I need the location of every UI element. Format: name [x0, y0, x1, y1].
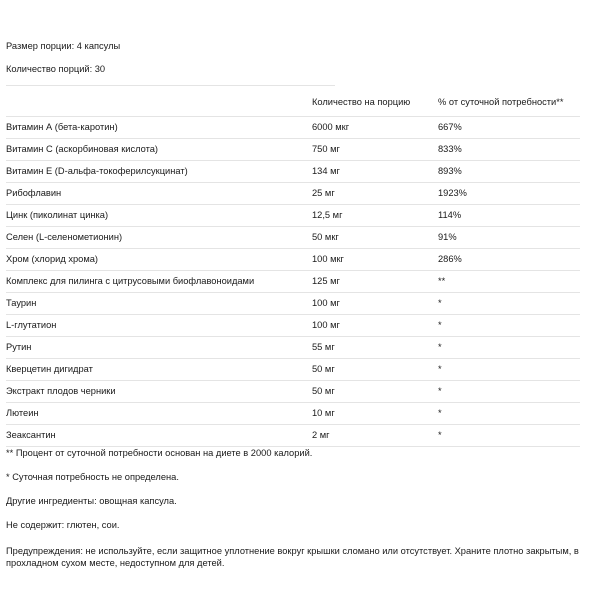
ingredient-daily-value: *	[438, 337, 580, 359]
column-header-ingredient	[6, 90, 312, 117]
column-header-amount: Количество на порцию	[312, 90, 438, 117]
free-of: Не содержит: глютен, сои.	[6, 520, 120, 531]
table-row	[6, 227, 580, 249]
ingredient-amount: 100 мг	[312, 315, 438, 337]
ingredient-name: Витамин Е (D-альфа-токоферилсукцинат)	[6, 161, 312, 183]
table-row	[6, 293, 580, 315]
footnote-dv-basis: ** Процент от суточной потребности основан на диете в 2000 калорий.	[6, 448, 313, 458]
ingredient-amount: 134 мг	[312, 161, 438, 183]
ingredient-daily-value: 893%	[438, 161, 580, 183]
column-header-daily-value: % от суточной потребности**	[438, 90, 580, 117]
ingredient-name: Рутин	[6, 337, 312, 359]
ingredient-daily-value: 667%	[438, 117, 580, 139]
ingredient-amount: 50 мг	[312, 381, 438, 403]
ingredient-amount: 125 мг	[312, 271, 438, 293]
ingredient-name: Хром (хлорид хрома)	[6, 249, 312, 271]
ingredient-name: Цинк (пиколинат цинка)	[6, 205, 312, 227]
ingredient-amount: 12,5 мг	[312, 205, 438, 227]
ingredient-amount: 55 мг	[312, 337, 438, 359]
nutrition-table	[6, 90, 580, 447]
ingredient-amount: 6000 мкг	[312, 117, 438, 139]
other-ingredients: Другие ингредиенты: овощная капсула.	[6, 496, 177, 507]
ingredient-name: Витамин С (аскорбиновая кислота)	[6, 139, 312, 161]
servings-count: Количество порций: 30	[6, 64, 106, 74]
ingredient-daily-value: 114%	[438, 205, 580, 227]
serving-size: Размер порции: 4 капсулы	[6, 41, 121, 51]
ingredient-daily-value: *	[438, 381, 580, 403]
ingredient-amount: 100 мкг	[312, 249, 438, 271]
ingredient-daily-value: 1923%	[438, 183, 580, 205]
divider	[6, 85, 335, 86]
warning-text: Предупреждения: не используйте, если защитное уплотнение вокруг крышки сломано или отсутствует. Храните плотно закрытым, в прохладном сухом месте, недоступном для детей.	[6, 545, 579, 569]
table-row	[6, 205, 580, 227]
table-row	[6, 139, 580, 161]
ingredient-daily-value: 91%	[438, 227, 580, 249]
ingredient-daily-value: *	[438, 315, 580, 337]
ingredient-daily-value: 833%	[438, 139, 580, 161]
table-row	[6, 359, 580, 381]
ingredient-name: Рибофлавин	[6, 183, 312, 205]
ingredient-amount: 50 мг	[312, 359, 438, 381]
ingredient-name: Зеаксантин	[6, 425, 312, 447]
table-row	[6, 381, 580, 403]
footnotes	[6, 448, 580, 583]
ingredient-daily-value: 286%	[438, 249, 580, 271]
ingredient-name: Экстракт плодов черники	[6, 381, 312, 403]
ingredient-amount: 10 мг	[312, 403, 438, 425]
ingredient-name: Кверцетин дигидрат	[6, 359, 312, 381]
footnote-dv-undefined: * Суточная потребность не определена.	[6, 472, 179, 483]
table-row	[6, 249, 580, 271]
ingredient-name: L-глутатион	[6, 315, 312, 337]
ingredient-amount: 100 мг	[312, 293, 438, 315]
table-row	[6, 117, 580, 139]
ingredient-amount: 50 мкг	[312, 227, 438, 249]
ingredient-daily-value: *	[438, 403, 580, 425]
table-row	[6, 183, 580, 205]
ingredient-name: Комплекс для пилинга с цитрусовыми биофлавоноидами	[6, 271, 312, 293]
ingredient-name: Лютеин	[6, 403, 312, 425]
ingredient-daily-value: *	[438, 293, 580, 315]
ingredient-name: Селен (L-селенометионин)	[6, 227, 312, 249]
table-row	[6, 403, 580, 425]
ingredient-name: Таурин	[6, 293, 312, 315]
table-row	[6, 337, 580, 359]
table-row	[6, 315, 580, 337]
ingredient-amount: 750 мг	[312, 139, 438, 161]
ingredient-name: Витамин А (бета-каротин)	[6, 117, 312, 139]
table-row	[6, 161, 580, 183]
ingredient-daily-value: *	[438, 359, 580, 381]
ingredient-daily-value: *	[438, 425, 580, 447]
table-row	[6, 271, 580, 293]
table-row	[6, 425, 580, 447]
ingredient-amount: 2 мг	[312, 425, 438, 447]
ingredient-daily-value: **	[438, 271, 580, 293]
ingredient-amount: 25 мг	[312, 183, 438, 205]
table-header-row	[6, 90, 580, 117]
